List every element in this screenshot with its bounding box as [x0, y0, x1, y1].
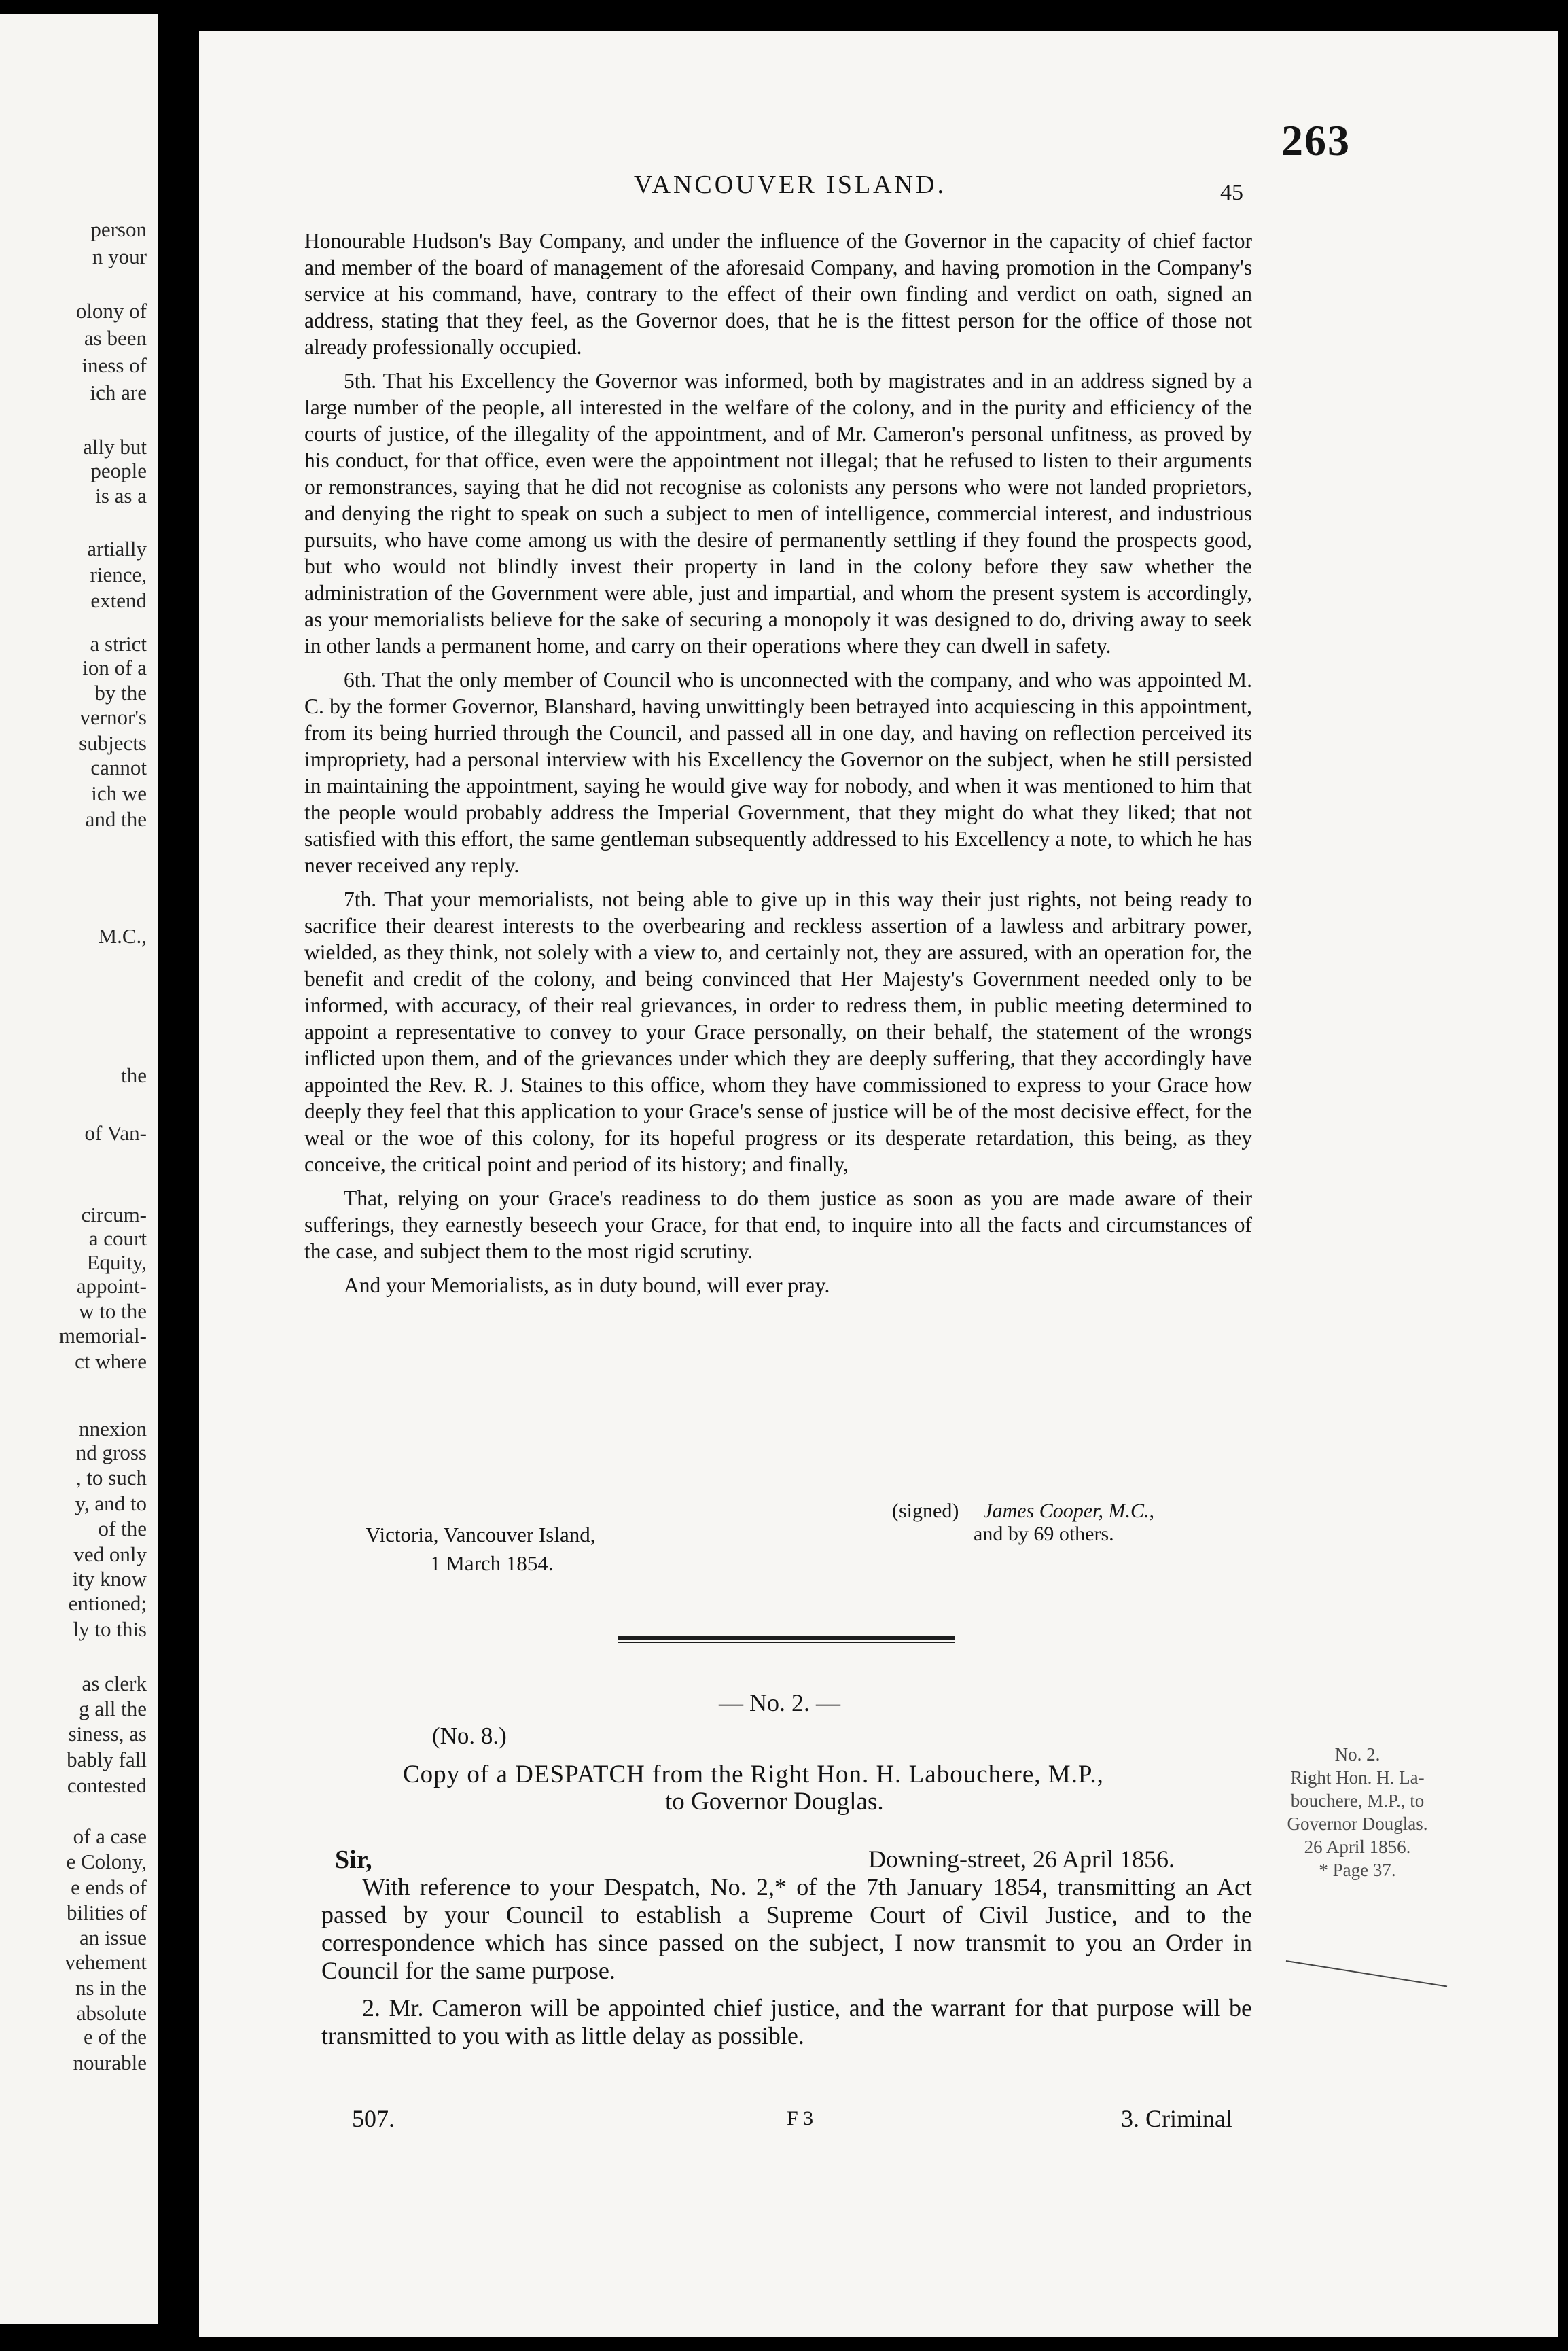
left-page-fragment: bably fall	[67, 1748, 147, 1771]
left-page-fragment: as clerk	[82, 1672, 147, 1695]
document-page	[199, 31, 1558, 2337]
sub-number: (No. 8.)	[432, 1722, 507, 1749]
divider-rule-thin	[618, 1642, 955, 1643]
left-page-fragment: nourable	[73, 2051, 147, 2074]
left-page-fragment: people	[90, 459, 147, 482]
left-page-fragment: olony of	[75, 299, 147, 323]
running-head: VANCOUVER ISLAND.	[634, 171, 946, 199]
paragraph: 7th. That your memorialists, not being able to give up in this way their just rights, not being ready to sacrifice their dearest interests to the overbearing and reckless assertion of a lawless and arbitrary power, wielded, as they think, not solely with a view to, and certainly not, they are assured, with an operation for, the benefit and credit of the colony, and being convinced that Her Majesty's Government needed only to be informed, with accuracy, of their real grievances, in order to redress them, in public meeting determined to appoint a representative to convey to your Grace personally, on their behalf, the statement of the wrongs inflicted upon them, and of the grievances under which they are deeply suffering, that they accordingly have appointed the Rev. R. J. Staines to this office, whom they have commissioned to express to your Grace how deeply they feel that this application to your Grace's sense of justice will be of the most decisive effect, for the weal or the woe of this colony, for its hopeful progress or its desperate retardation, this being, as they conceive, the critical point and period of its history; and finally,	[304, 887, 1252, 1176]
paragraph: That, relying on your Grace's readiness to do them justice as soon as you are made aware of their sufferings, they earnestly beseech your Grace, for that end, to inquire into all the facts and circumstances of the case, and subject them to the most rigid scrutiny.	[304, 1186, 1252, 1263]
signature-line	[892, 1500, 1154, 1523]
left-page-fragment: cannot	[90, 756, 147, 779]
left-page-fragment: memorial-	[58, 1324, 147, 1347]
left-page-fragment: absolute	[76, 2001, 147, 2025]
left-page-fragment: , to such	[75, 1466, 147, 1489]
footer-signature-mark: F 3	[787, 2107, 814, 2129]
memorial-body	[304, 228, 1252, 1306]
paragraph: 6th. That the only member of Council who is unconnected with the company, and who was appointed M. C. by the former Governor, Blanshard, having unwittingly been betrayed into acquiescing in this appointment, from its being hurried through the Council, and passed all in one day, and having on reflection perceived its impropriety, had a personal interview with his Excellency the Governor on the subject, when he still persisted in maintaining the appointment, saying he would give way for nobody, and when it was mentioned to him that the people would probably address the Imperial Government, that they might do what they liked; that not satisfied with this effort, the same gentleman subsequently addressed to his Excellency a note, to which he has never received any reply.	[304, 668, 1252, 877]
left-page-fragment: the	[121, 1063, 147, 1087]
left-page-fragment: nd gross	[75, 1440, 147, 1464]
dateline: Downing-street, 26 April 1856.	[868, 1845, 1175, 1873]
left-page-fragment: ity know	[72, 1567, 147, 1591]
left-page-fragment: w to the	[79, 1299, 147, 1323]
left-page-fragment: e Colony,	[66, 1850, 147, 1873]
left-page-fragment: iness of	[82, 353, 147, 377]
left-page-fragment: ns in the	[75, 1976, 147, 2000]
left-page-fragment: person	[90, 217, 147, 241]
left-page-fragment: ich are	[90, 381, 147, 404]
despatch-title-2: to Governor Douglas.	[665, 1788, 884, 1816]
left-page-fragment: ct where	[75, 1349, 147, 1373]
left-page-fragment: n your	[92, 245, 147, 268]
left-page-fragment: vehement	[65, 1950, 147, 1974]
margin-note-line: 26 April 1856.	[1304, 1837, 1411, 1857]
adjacent-page-strip	[0, 14, 158, 2324]
footer-signature: 507.	[352, 2105, 395, 2132]
margin-note	[1276, 1743, 1439, 1881]
left-page-fragment: e of the	[84, 2025, 147, 2049]
margin-note-line: bouchere, M.P., to	[1290, 1790, 1425, 1811]
closing-line: And your Memorialists, as in duty bound, will ever pray.	[344, 1273, 830, 1297]
left-page-fragment: g all the	[79, 1697, 147, 1720]
paragraph: 2. Mr. Cameron will be appointed chief justice, and the warrant for that purpose will be transmitted to you with as little delay as possible.	[321, 1994, 1252, 2049]
left-page-fragment: M.C.,	[98, 924, 147, 948]
left-page-fragment: e ends of	[71, 1875, 147, 1899]
left-page-fragment: circum-	[81, 1203, 147, 1226]
left-page-fragment: of Van-	[84, 1121, 147, 1145]
margin-stroke	[1286, 1960, 1447, 1987]
left-page-fragment: y, and to	[75, 1491, 147, 1515]
left-page-fragment: as been	[84, 326, 147, 350]
folio-stamp: 263	[1281, 116, 1351, 164]
left-page-fragment: vernor's	[79, 705, 147, 729]
margin-note-line: Governor Douglas.	[1287, 1814, 1428, 1834]
left-page-fragment: contested	[67, 1773, 147, 1797]
left-page-fragment: ich we	[91, 781, 147, 805]
paragraph: 5th. That his Excellency the Governor was informed, both by magistrates and in an address signed by a large number of the people, all interested in the welfare of the colony, and in the purity and efficiency of the courts of justice, of the illegality of the appointment, and of Mr. Cameron's personal unfitness, as proved by his conduct, for that office, even were the appointment not illegal; that he refused to listen to their arguments or remonstrances, saying that he did not recognise as colonists any persons who were not landed proprietors, and denying the right to speak on such a subject to men of intelligence, commercial interest, and industrious pursuits, who have come among us with the desire of permanently settling if they found the prospects good, but who would not blindly invest their property in land in the colony before they saw whether the administration of the Government were able, just and impartial, and whom the present system is accordingly, as your memorialists believe for the sake of securing a monopoly it was designed to do, driving away to seek in other lands a permanent home, and carry on their operations where they can dwell in safety.	[304, 369, 1252, 658]
left-page-fragment: a court	[88, 1226, 147, 1250]
catchword: 3. Criminal	[1121, 2105, 1232, 2132]
left-page-fragment: siness, as	[68, 1722, 147, 1746]
despatch-number: — No. 2. —	[719, 1689, 840, 1716]
page-number: 45	[1220, 180, 1243, 205]
left-page-fragment: nnexion	[79, 1417, 147, 1440]
left-page-fragment: rience,	[90, 563, 147, 586]
left-page-fragment: a strict	[90, 632, 147, 656]
left-page-fragment: bilities of	[67, 1901, 147, 1924]
paragraph: Honourable Hudson's Bay Company, and under the influence of the Governor in the capacity of chief factor and member of the board of management of the aforesaid Company, and having promotion in the Company's service at his command, have, contrary to the effect of their own finding and verdict on oath, signed an address, stating that they feel, as the Governor does, that he is the fittest person for the office of those not already professionally occupied.	[304, 229, 1252, 359]
left-page-fragment: ly to this	[73, 1617, 147, 1641]
divider-rule	[618, 1636, 955, 1640]
left-page-fragment: ved only	[73, 1542, 147, 1566]
left-page-fragment: ally but	[83, 435, 147, 459]
left-page-fragment: entioned;	[68, 1591, 147, 1615]
signer-others: and by 69 others.	[974, 1523, 1114, 1545]
left-page-fragment: of the	[98, 1517, 147, 1540]
margin-note-line: Right Hon. H. La-	[1290, 1767, 1425, 1788]
left-page-fragment: appoint-	[76, 1274, 147, 1298]
left-page-fragment: extend	[90, 588, 147, 612]
margin-note-line: * Page 37.	[1319, 1860, 1396, 1880]
left-page-fragment: artially	[87, 537, 147, 561]
salutation: Sir,	[335, 1845, 372, 1874]
left-page-fragment: Equity,	[86, 1250, 147, 1274]
place: Victoria, Vancouver Island,	[366, 1523, 596, 1546]
left-page-fragment: by the	[94, 681, 147, 705]
paragraph: With reference to your Despatch, No. 2,* of the 7th January 1854, transmitting an Act passed by your Council to establish a Supreme Court of Civil Justice, and to the correspondence which has since passed on the subject, I now transmit to you an Order in Council for the same purpose.	[321, 1873, 1252, 1984]
left-page-fragment: and the	[85, 807, 147, 831]
despatch-body	[321, 1873, 1252, 2060]
left-page-fragment: an issue	[79, 1926, 147, 1949]
signer-name: James Cooper, M.C.,	[983, 1500, 1154, 1522]
left-page-fragment: of a case	[73, 1824, 147, 1848]
despatch-title: Copy of a DESPATCH from the Right Hon. H. Labouchere, M.P.,	[403, 1761, 1104, 1788]
left-page-fragment: subjects	[79, 731, 147, 755]
date: 1 March 1854.	[430, 1551, 554, 1575]
left-page-fragment: ion of a	[82, 656, 147, 679]
signed-label: (signed)	[892, 1500, 959, 1522]
margin-note-line: No. 2.	[1334, 1744, 1380, 1765]
left-page-fragment: is as a	[95, 484, 147, 508]
